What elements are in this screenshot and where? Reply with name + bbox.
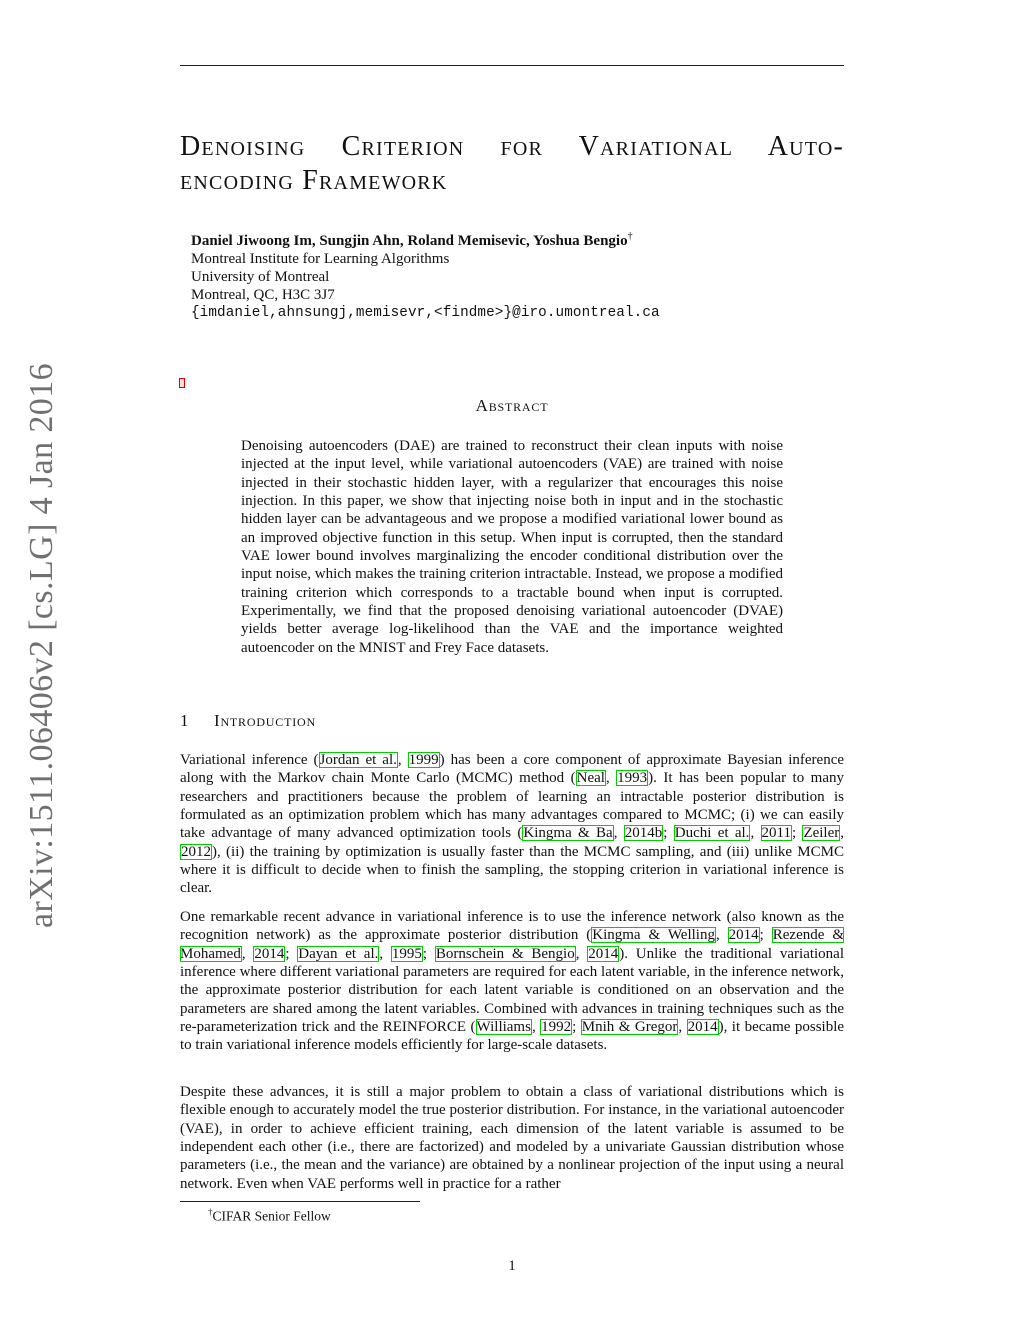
abstract-heading: Abstract — [475, 396, 549, 415]
citation-link[interactable]: Bornschein & Bengio — [435, 945, 575, 962]
annotation-marker — [179, 378, 185, 388]
citation-link[interactable]: Williams — [476, 1019, 531, 1036]
header-rule — [180, 65, 844, 66]
author-names — [191, 228, 831, 250]
citation-link[interactable]: Jordan et al. — [319, 752, 397, 768]
footnote-text: CIFAR Senior Fellow — [212, 1208, 331, 1224]
citation-link[interactable]: 2014 — [254, 945, 285, 962]
citation-link[interactable]: 2011 — [761, 825, 791, 842]
citation-link[interactable]: Kingma & Welling — [592, 927, 715, 944]
citation-link[interactable]: Neal — [576, 770, 605, 787]
intro-paragraph-2: One remarkable recent advance in variational inference is to use the inference network (also known as the recognition network) as the approximate posterior distribution (Kingma & Welling, 2014; Rezende & Mohamed, 2014; Dayan et al., 1995; Bornschein & Bengio, 2014). Unlike the traditional variational inference where different variational parameters are required for each latent variable, in the inference network, the approximate posterior distribution for each latent variable is conditioned on an observation and the parameters are shared among the latent variables. Combined with advances in training techniques such as the re-parameterization trick and the REINFORCE (Williams, 1992; Mnih & Gregor, 2014), it became possible to train variational inference models efficiently for large-scale datasets. — [180, 909, 845, 1054]
citation-link[interactable]: Mnih & Gregor — [581, 1019, 678, 1036]
abstract-text: Denoising autoencoders (DAE) are trained to reconstruct their clean inputs with noise injected at the input level, while variational autoencoders (VAE) are trained with noise injected in their stochastic hidden layer, with a regularizer that encourages this noise injection. In this paper, we show that injecting noise both in input and in the stochastic hidden layer can be advantageous and we propose a modified variational lower bound as an improved objective function in this setup. When input is corrupted, then the standard VAE lower bound involves marginalizing the encoder conditional distribution over the input noise, which makes the training criterion intractable. Instead, we propose a modified training criterion which corresponds to a tractable bound when input is corrupted. Experimentally, we find that the proposed denoising variational autoencoder (DVAE) yields better average log-likelihood than the VAE and the importance weighted autoencoder on the MNIST and Frey Face datasets. — [241, 438, 783, 656]
footnote-rule — [180, 1201, 420, 1202]
citation-link[interactable]: 1993 — [617, 770, 648, 787]
citation-link[interactable]: 2014 — [588, 945, 619, 962]
citation-link[interactable]: Zeiler — [803, 825, 840, 842]
citation-link[interactable]: 2012 — [181, 843, 211, 860]
footnote — [208, 1207, 331, 1225]
citation-link[interactable]: Dayan et al. — [298, 945, 379, 962]
page-number: 1 — [508, 1258, 516, 1274]
citation-link[interactable]: 1995 — [391, 945, 422, 962]
section-title: Introduction — [214, 711, 316, 730]
citation-link[interactable]: 1999 — [408, 752, 439, 768]
author-block — [191, 228, 831, 322]
citation-link[interactable]: 1992 — [541, 1019, 572, 1036]
address: Montreal, QC, H3C 3J7 — [191, 287, 335, 303]
section-heading — [180, 711, 316, 731]
intro-paragraph-1: Variational inference (Jordan et al., 1999) has been a core component of approximate Bayesian inference along with the Markov chain Monte Carlo (MCMC) method (Neal, 1993). It has been popular to many researchers and practitioners because the problem of learning an intractable posterior distribution is formulated as an optimization problem which has many advantages compared to MCMC; (i) we can easily take advantage of many advanced optimization tools (Kingma & Ba, 2014b; Duchi et al., 2011; Zeiler, 2012), (ii) the training by optimization is usually faster than the MCMC sampling, and (iii) unlike MCMC where it is difficult to decide when to finish the sampling, the stopping criterion in variational inference is clear. — [180, 752, 845, 897]
dagger-mark: † — [627, 231, 633, 242]
author-names-text: Daniel Jiwoong Im, Sungjin Ahn, Roland Memisevic, Yoshua Bengio — [191, 233, 628, 249]
citation-link[interactable]: Rezende & Mohamed — [180, 927, 844, 962]
arxiv-stamp: arXiv:1511.06406v2 [cs.LG] 4 Jan 2016 — [23, 362, 60, 928]
citation-link[interactable]: 2014 — [728, 927, 759, 944]
citation-link[interactable]: 2014 — [687, 1019, 718, 1036]
intro-paragraph-3: Despite these advances, it is still a major problem to obtain a class of variational distributions which is flexible enough to accurately model the true posterior distribution. For instance, in the variational autoencoder (VAE), in order to achieve efficient training, each dimension of the latent variable is assumed to be independent each other (i.e., there are factorized) and modeled by a univariate Gaussian distribution whose parameters (i.e., the mean and the variance) are obtained by a nonlinear projection of the input using a neural network. Even when VAE performs well in practice for a rather — [180, 1084, 844, 1192]
citation-link[interactable]: Kingma & Ba — [523, 825, 613, 842]
citation-link[interactable]: Duchi et al. — [674, 825, 750, 842]
university: University of Montreal — [191, 269, 330, 285]
section-number: 1 — [180, 711, 190, 730]
paper-title: Denoising Criterion for Variational Auto-encoding Framework — [180, 131, 844, 196]
email-list: {imdaniel,ahnsungj,memisevr,<findme>}@iro.umontreal.ca — [191, 305, 660, 321]
citation-link[interactable]: 2014b — [624, 825, 663, 842]
footnote-mark: † — [208, 1207, 213, 1217]
institute: Montreal Institute for Learning Algorithms — [191, 251, 450, 267]
